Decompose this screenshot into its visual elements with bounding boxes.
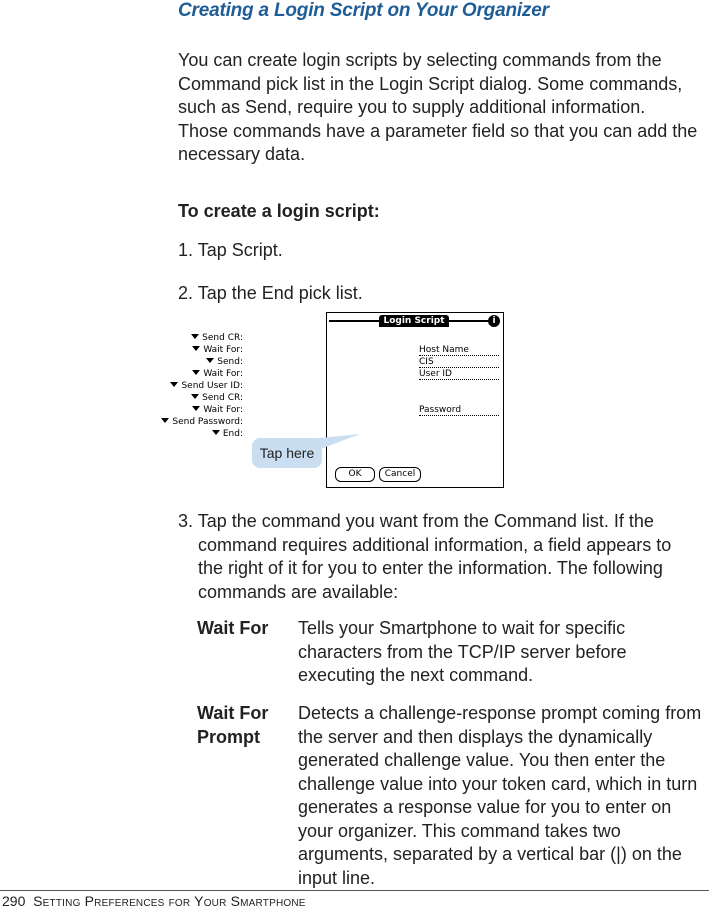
dropdown-arrow-icon bbox=[212, 430, 220, 435]
dropdown-arrow-icon bbox=[192, 370, 200, 375]
dropdown-arrow-icon bbox=[191, 334, 199, 339]
dropdown-arrow-icon bbox=[206, 358, 214, 363]
definition-text: Detects a challenge-response prompt coming from the server and then displays the dynamically generated challenge value. You then enter the challenge value into your token card, which in turn generates a response value for you to enter on your organizer. This command takes two arguments, separated by a vertical bar (|) on the input line. bbox=[298, 703, 702, 888]
procedure-title: To create a login script: bbox=[178, 201, 380, 221]
login-script-screenshot: Login Script i Send CR: Wait For: Send: Wait For: Send User ID: Send CR: Wait For: Send Password: End: Host Name CIS User ID Password OK Cancel bbox=[326, 312, 504, 488]
footer-rule bbox=[0, 890, 709, 891]
dropdown-arrow-icon bbox=[170, 382, 178, 387]
dropdown-arrow-icon bbox=[191, 394, 199, 399]
definition-term: Wait For Prompt bbox=[197, 703, 269, 747]
wait-for-field[interactable]: Password bbox=[419, 404, 499, 416]
step-1: 1. Tap Script. bbox=[178, 240, 283, 260]
info-icon[interactable]: i bbox=[488, 315, 500, 327]
section-heading: Creating a Login Script on Your Organizer bbox=[178, 0, 549, 21]
definition-text: Tells your Smartphone to wait for specific characters from the TCP/IP server before executing the next command. bbox=[298, 618, 627, 685]
palm-title: Login Script bbox=[379, 315, 449, 327]
tap-here-callout: Tap here bbox=[252, 438, 322, 468]
dropdown-arrow-icon bbox=[192, 406, 200, 411]
ok-button[interactable]: OK bbox=[335, 467, 375, 482]
running-title: Setting Preferences for Your Smartphone bbox=[33, 893, 306, 909]
dropdown-arrow-icon bbox=[161, 418, 169, 423]
step-2: 2. Tap the End pick list. bbox=[178, 283, 363, 303]
send-field[interactable]: CIS bbox=[419, 356, 499, 368]
dropdown-arrow-icon bbox=[192, 346, 200, 351]
page-footer bbox=[2, 893, 306, 909]
definition-term: Wait For bbox=[197, 618, 269, 638]
cancel-button[interactable]: Cancel bbox=[379, 467, 421, 482]
intro-paragraph: You can create login scripts by selecting commands from the Command pick list in the Login Script dialog. Some commands, such as Send, require you to supply additional information. Those commands have a parameter field so that you can add the necessary data. bbox=[178, 50, 698, 164]
page-number: 290 bbox=[2, 893, 26, 909]
wait-for-field[interactable]: Host Name bbox=[419, 344, 499, 356]
palm-title-bar bbox=[329, 315, 499, 327]
wait-for-field[interactable]: User ID bbox=[419, 368, 499, 380]
step-3: 3. Tap the command you want from the Command list. If the command requires additional information, a field appears to the right of it for you to enter the information. The following commands are available: bbox=[178, 511, 672, 602]
